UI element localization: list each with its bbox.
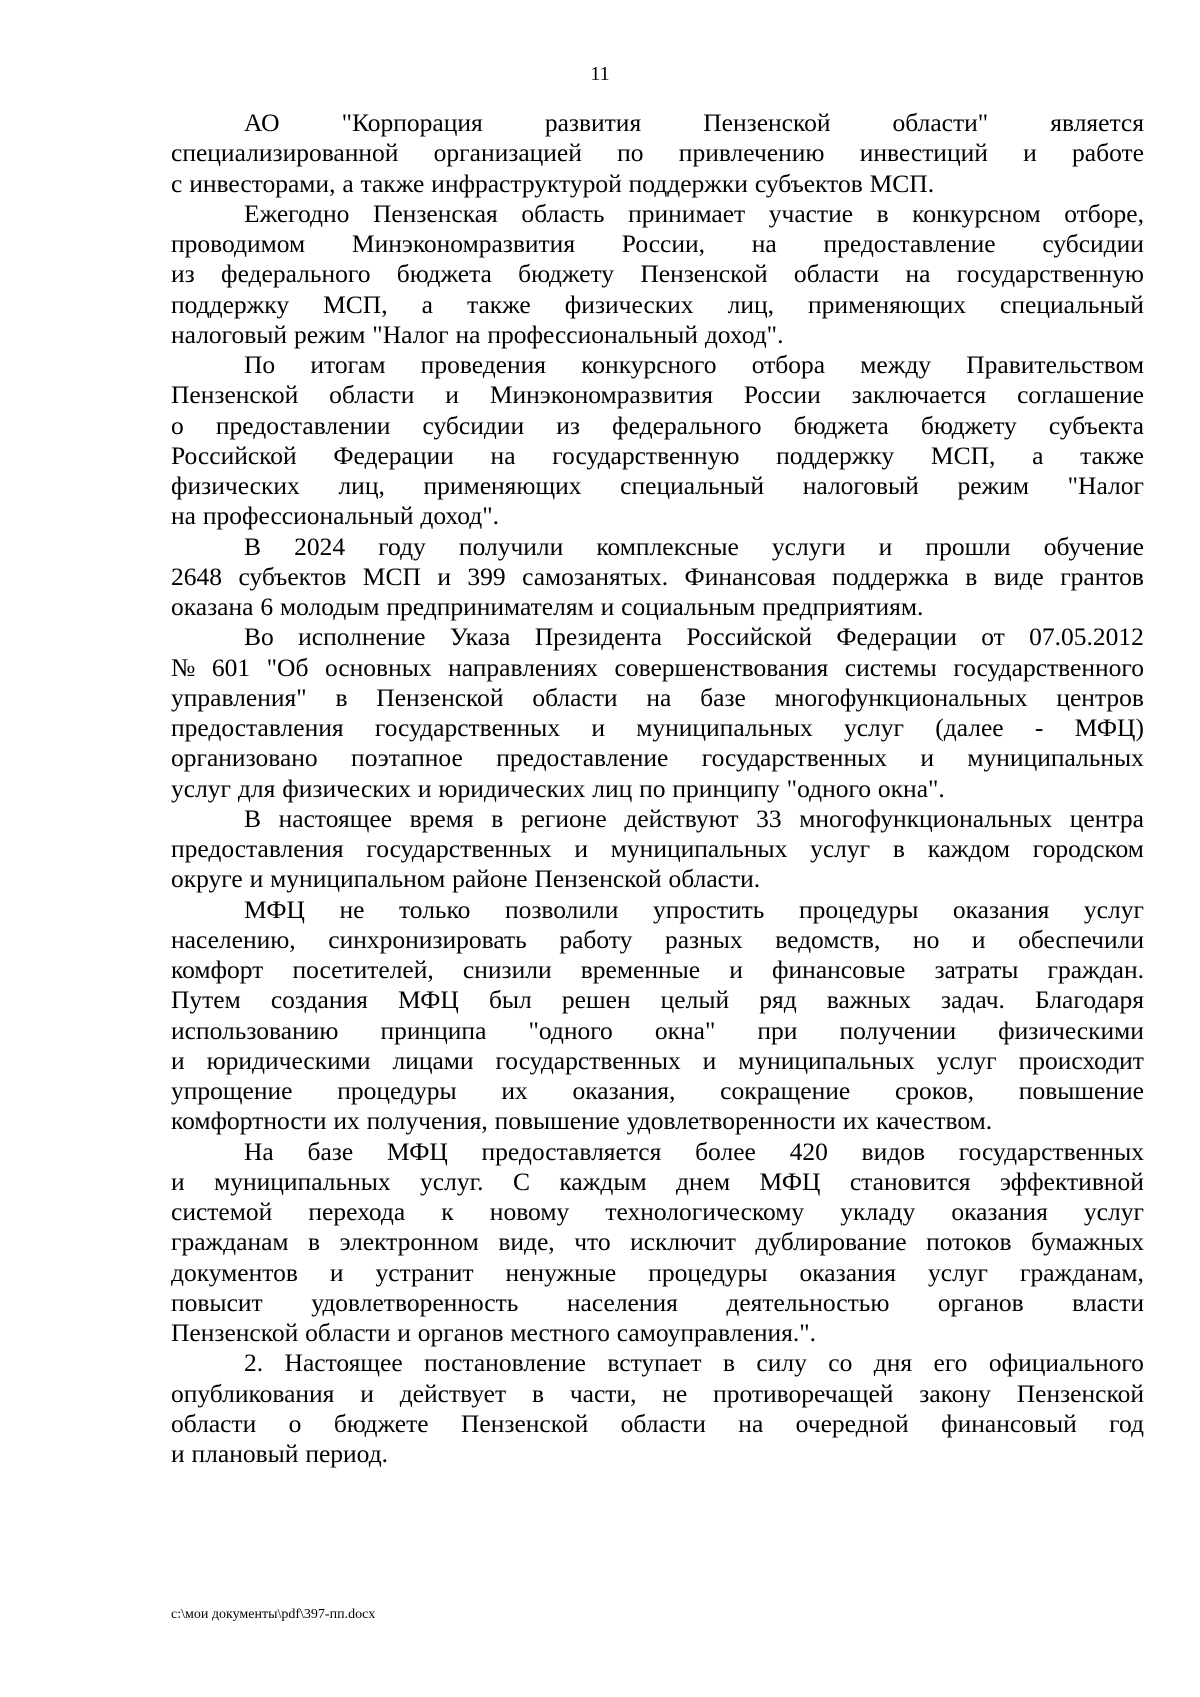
paragraph xyxy=(171,1137,1144,1349)
paragraph-line: налоговый режим "Налог на профессиональный доход". xyxy=(171,319,784,349)
paragraph-line: услуг для физических и юридических лиц по принципу "одного окна". xyxy=(171,773,945,803)
paragraph-line: поддержку МСП, а также физических лиц, применяющих специальный xyxy=(171,289,1144,319)
paragraph xyxy=(171,895,1144,1137)
paragraph-line: комфорт посетителей, снизили временные и финансовые затраты граждан. xyxy=(171,955,1144,984)
paragraph xyxy=(171,532,1144,623)
paragraph xyxy=(171,199,1144,350)
paragraph-line: специализированной организацией по привлечению инвестиций и работе xyxy=(171,138,1144,168)
paragraph-line: документов и устранит ненужные процедуры оказания услуг гражданам, xyxy=(171,1257,1144,1287)
paragraph-line: № 601 "Об основных направлениях совершенствования системы государственного xyxy=(171,652,1144,682)
paragraph-line: Путем создания МФЦ был решен целый ряд важных задач. Благодаря xyxy=(171,985,1144,1015)
paragraph xyxy=(171,622,1144,804)
paragraph-line: Пензенской области и органов местного самоуправления.". xyxy=(171,1318,817,1347)
paragraph-line: округе и муниципальном районе Пензенской области. xyxy=(171,864,761,894)
paragraph xyxy=(171,108,1144,199)
document-body xyxy=(171,108,1144,1469)
paragraph-line: и муниципальных услуг. С каждым днем МФЦ становится эффективной xyxy=(171,1166,1144,1196)
paragraph-line: Российской Федерации на государственную поддержку МСП, а также xyxy=(171,440,1144,470)
paragraph-line: Ежегодно Пензенская область принимает участие в конкурсном отборе, xyxy=(244,198,1144,228)
paragraph-line: 2648 субъектов МСП и 399 самозанятых. Финансовая поддержка в виде грантов xyxy=(171,561,1144,591)
paragraph-line: области о бюджете Пензенской области на очередной финансовый год xyxy=(171,1408,1144,1438)
paragraph-line: На базе МФЦ предоставляется более 420 видов государственных xyxy=(244,1136,1144,1166)
paragraph-line: гражданам в электронном виде, что исключит дублирование потоков бумажных xyxy=(171,1227,1144,1257)
paragraph-line: организовано поэтапное предоставление государственных и муниципальных xyxy=(171,743,1144,773)
paragraph-line: использованию принципа "одного окна" при получении физическими xyxy=(171,1015,1144,1045)
paragraph-line: МФЦ не только позволили упростить процедуры оказания услуг xyxy=(244,894,1144,924)
paragraph xyxy=(171,350,1144,532)
paragraph-line: из федерального бюджета бюджету Пензенской области на государственную xyxy=(171,259,1144,289)
paragraph-line: физических лиц, применяющих специальный налоговый режим "Налог xyxy=(171,471,1144,500)
paragraph-line: Во исполнение Указа Президента Российской Федерации от 07.05.2012 xyxy=(244,622,1144,652)
paragraph-line: комфортности их получения, повышение удовлетворенности их качеством. xyxy=(171,1106,993,1136)
paragraph-line: повысит удовлетворенность населения деятельностью органов власти xyxy=(171,1287,1144,1317)
paragraph xyxy=(171,804,1144,895)
paragraph-line: предоставления государственных и муниципальных услуг в каждом городском xyxy=(171,834,1144,863)
paragraph-line: и плановый период. xyxy=(171,1439,389,1468)
paragraph-line: с инвесторами, а также инфраструктурой поддержки субъектов МСП. xyxy=(171,168,935,198)
paragraph-line: По итогам проведения конкурсного отбора между Правительством xyxy=(244,350,1144,379)
paragraph-line: опубликования и действует в части, не противоречащей закону Пензенской xyxy=(171,1378,1144,1408)
page-number: 11 xyxy=(590,63,610,85)
paragraph-line: на профессиональный доход". xyxy=(171,501,499,531)
paragraph xyxy=(171,1348,1144,1469)
paragraph-line: оказана 6 молодым предпринимателям и социальным предприятиям. xyxy=(171,592,924,621)
paragraph-line: системой перехода к новому технологическому укладу оказания услуг xyxy=(171,1197,1144,1226)
paragraph-line: упрощение процедуры их оказания, сокращение сроков, повышение xyxy=(171,1076,1144,1105)
paragraph-line: населению, синхронизировать работу разных ведомств, но и обеспечили xyxy=(171,924,1144,954)
paragraph-line: управления" в Пензенской области на базе многофункциональных центров xyxy=(171,682,1144,712)
paragraph-line: АО "Корпорация развития Пензенской области" является xyxy=(244,108,1144,137)
footer-file-path: c:\мои документы\pdf\397-пп.docx xyxy=(171,1607,376,1622)
paragraph-line: о предоставлении субсидии из федерального бюджета бюджету субъекта xyxy=(171,410,1144,440)
paragraph-line: В 2024 году получили комплексные услуги и прошли обучение xyxy=(244,531,1144,561)
paragraph-line: проводимом Минэкономразвития России, на предоставление субсидии xyxy=(171,229,1144,258)
paragraph-line: предоставления государственных и муниципальных услуг (далее - МФЦ) xyxy=(171,713,1144,742)
paragraph-line: Пензенской области и Минэкономразвития России заключается соглашение xyxy=(171,380,1144,410)
paragraph-line: В настоящее время в регионе действуют 33 многофункциональных центра xyxy=(244,803,1144,833)
paragraph-line: и юридическими лицами государственных и муниципальных услуг происходит xyxy=(171,1045,1144,1075)
paragraph-line: 2. Настоящее постановление вступает в силу со дня его официального xyxy=(244,1348,1144,1378)
